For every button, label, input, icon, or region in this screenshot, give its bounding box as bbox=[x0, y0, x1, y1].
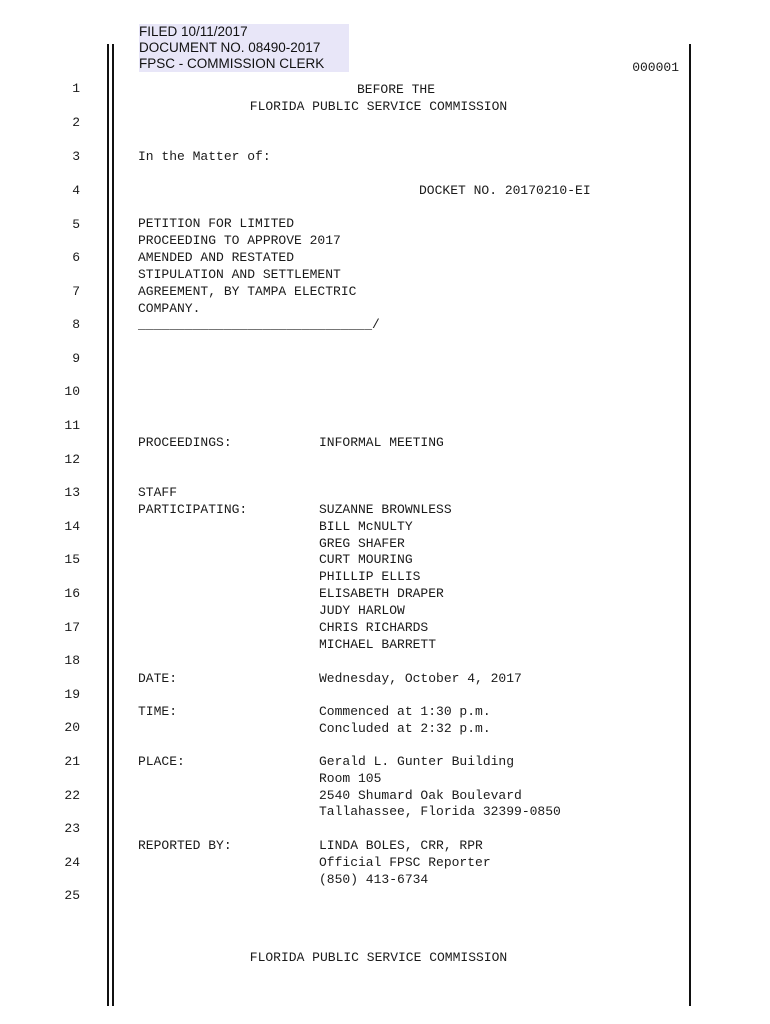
line-number: 3 bbox=[72, 149, 80, 164]
footer-commission: FLORIDA PUBLIC SERVICE COMMISSION bbox=[249, 950, 508, 965]
staff-name: BILL McNULTY bbox=[319, 519, 413, 534]
petition-line: COMPANY. bbox=[138, 301, 201, 316]
participating-label: PARTICIPATING: bbox=[138, 502, 248, 517]
place-label: PLACE: bbox=[138, 754, 185, 769]
staff-name: JUDY HARLOW bbox=[319, 603, 405, 618]
time-commenced: Commenced at 1:30 p.m. bbox=[319, 704, 491, 719]
line-number: 21 bbox=[64, 754, 80, 769]
staff-name: PHILLIP ELLIS bbox=[319, 569, 421, 584]
line-number: 2 bbox=[72, 115, 80, 130]
left-margin-rule-outer bbox=[107, 44, 109, 1006]
line-number: 17 bbox=[64, 620, 80, 635]
place-line: Tallahassee, Florida 32399-0850 bbox=[319, 804, 561, 819]
staff-name: ELISABETH DRAPER bbox=[319, 586, 444, 601]
line-number: 23 bbox=[64, 821, 80, 836]
line-number: 13 bbox=[64, 485, 80, 500]
staff-name: CURT MOURING bbox=[319, 552, 413, 567]
staff-name: CHRIS RICHARDS bbox=[319, 620, 429, 635]
petition-line: PROCEEDING TO APPROVE 2017 bbox=[138, 233, 341, 248]
line-number: 12 bbox=[64, 452, 80, 467]
page-number: 000001 bbox=[632, 60, 679, 75]
line-number: 5 bbox=[72, 217, 80, 232]
stamp-document-number: DOCUMENT NO. 08490-2017 bbox=[139, 40, 321, 55]
line-number: 18 bbox=[64, 653, 80, 668]
line-number: 6 bbox=[72, 250, 80, 265]
time-concluded: Concluded at 2:32 p.m. bbox=[319, 721, 491, 736]
petition-line: STIPULATION AND SETTLEMENT bbox=[138, 267, 341, 282]
reporter-line: LINDA BOLES, CRR, RPR bbox=[319, 838, 483, 853]
line-number: 25 bbox=[64, 888, 80, 903]
line-number: 19 bbox=[64, 687, 80, 702]
line-number: 20 bbox=[64, 720, 80, 735]
line-number: 10 bbox=[64, 384, 80, 399]
staff-name: MICHAEL BARRETT bbox=[319, 637, 437, 652]
filing-stamp bbox=[139, 24, 349, 72]
header-before: BEFORE THE bbox=[356, 82, 435, 97]
petition-line: AGREEMENT, BY TAMPA ELECTRIC bbox=[138, 284, 357, 299]
date-label: DATE: bbox=[138, 671, 178, 686]
line-number: 1 bbox=[72, 81, 80, 96]
place-line: 2540 Shumard Oak Boulevard bbox=[319, 788, 522, 803]
line-number: 9 bbox=[72, 351, 80, 366]
line-number: 8 bbox=[72, 317, 80, 332]
header-commission: FLORIDA PUBLIC SERVICE COMMISSION bbox=[249, 99, 508, 114]
staff-label: STAFF bbox=[138, 485, 178, 500]
petition-line: AMENDED AND RESTATED bbox=[138, 250, 295, 265]
line-number: 15 bbox=[64, 552, 80, 567]
stamp-filed-date: FILED 10/11/2017 bbox=[139, 24, 248, 39]
line-number: 22 bbox=[64, 788, 80, 803]
line-number: 14 bbox=[64, 519, 80, 534]
staff-name: SUZANNE BROWNLESS bbox=[319, 502, 452, 517]
right-margin-rule bbox=[689, 44, 691, 1006]
place-line: Room 105 bbox=[319, 771, 382, 786]
line-number: 4 bbox=[72, 183, 80, 198]
proceedings-value: INFORMAL MEETING bbox=[319, 435, 444, 450]
date-value: Wednesday, October 4, 2017 bbox=[319, 671, 522, 686]
line-number: 7 bbox=[72, 284, 80, 299]
stamp-clerk: FPSC - COMMISSION CLERK bbox=[139, 56, 325, 71]
left-margin-rule-inner bbox=[112, 44, 114, 1006]
line-number: 16 bbox=[64, 586, 80, 601]
line-number: 11 bbox=[64, 418, 80, 433]
time-label: TIME: bbox=[138, 704, 178, 719]
place-line: Gerald L. Gunter Building bbox=[319, 754, 515, 769]
matter-heading: In the Matter of: bbox=[138, 149, 271, 164]
proceedings-label: PROCEEDINGS: bbox=[138, 435, 232, 450]
petition-line: PETITION FOR LIMITED bbox=[138, 216, 295, 231]
staff-name: GREG SHAFER bbox=[319, 536, 405, 551]
reporter-line: Official FPSC Reporter bbox=[319, 855, 491, 870]
line-number: 24 bbox=[64, 855, 80, 870]
reporter-line: (850) 413-6734 bbox=[319, 872, 429, 887]
signature-line: ______________________________/ bbox=[138, 317, 380, 332]
reported-by-label: REPORTED BY: bbox=[138, 838, 232, 853]
docket-number: DOCKET NO. 20170210-EI bbox=[419, 183, 591, 198]
